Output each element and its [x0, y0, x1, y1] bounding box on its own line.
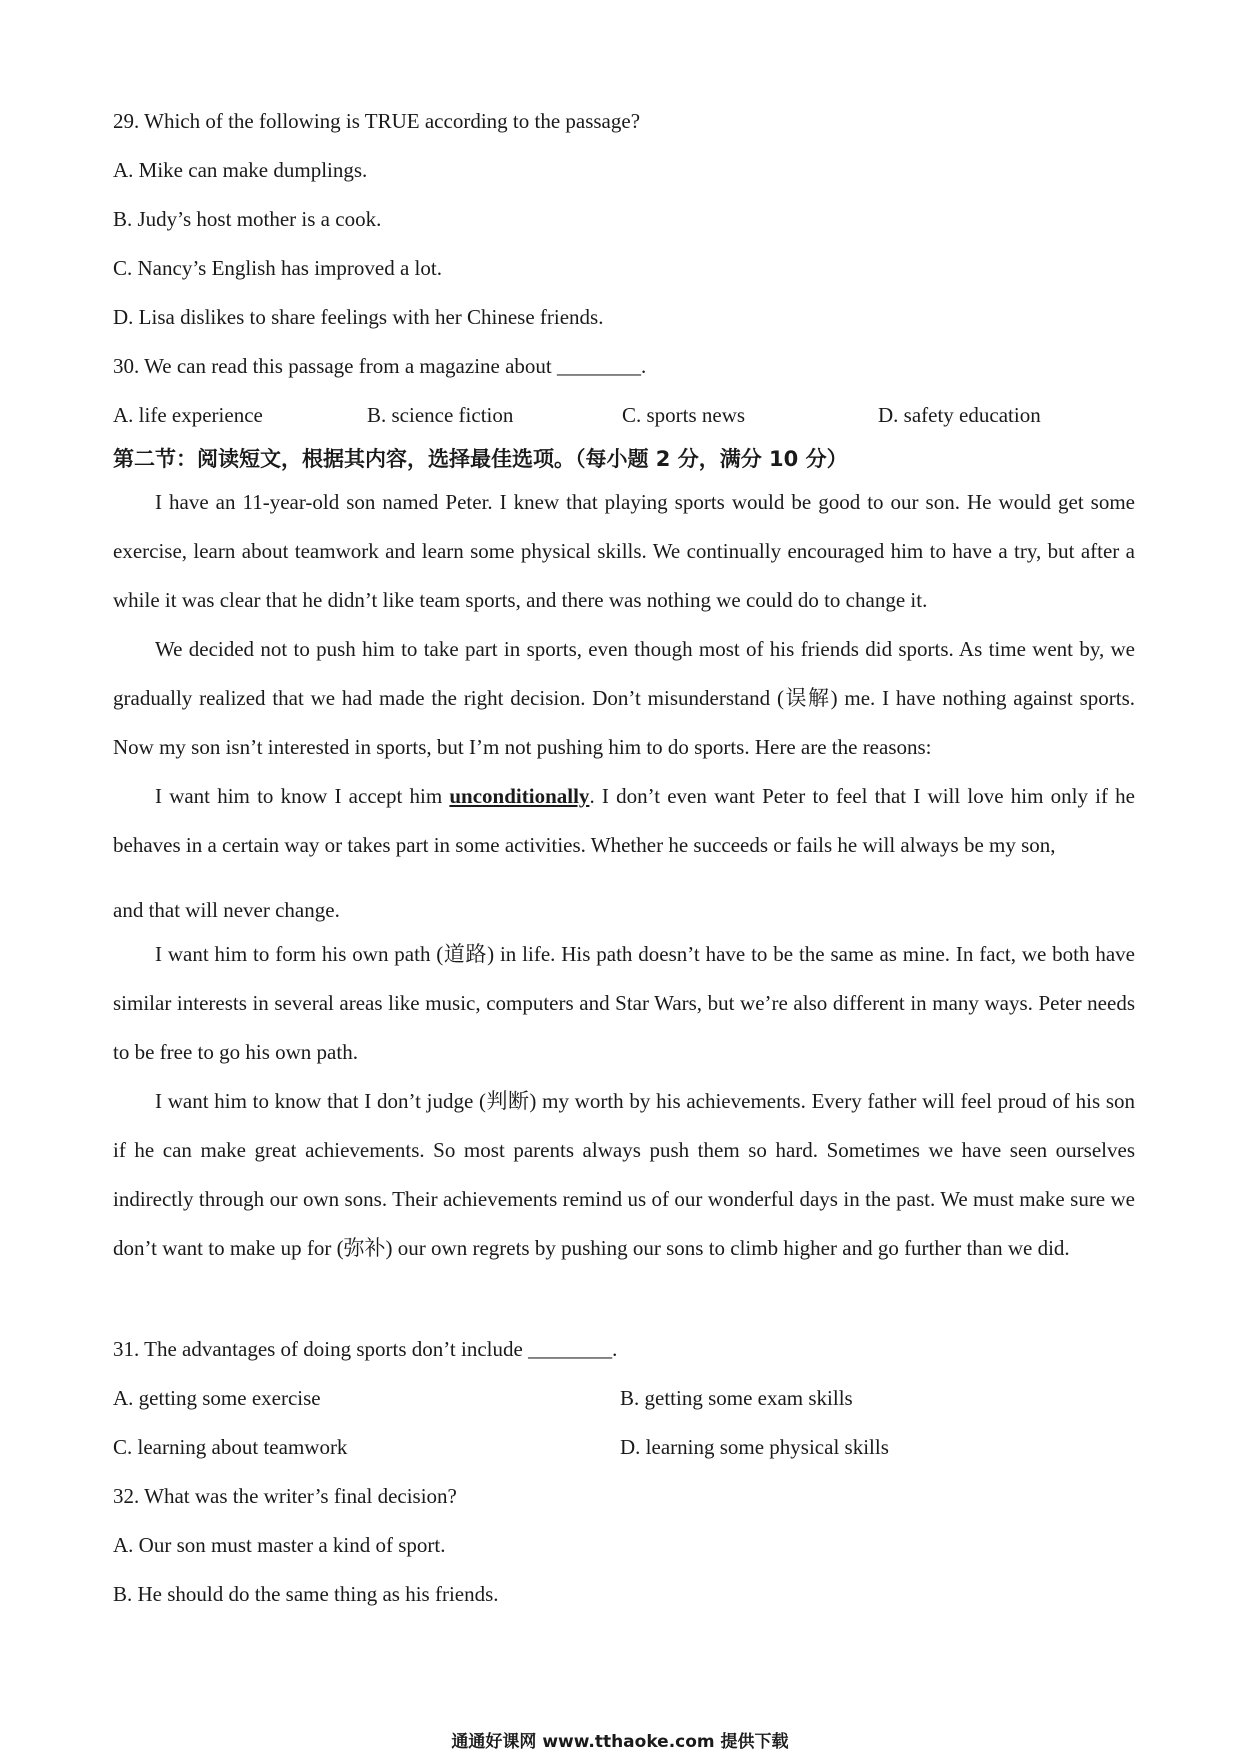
- q31-option-c: C. learning about teamwork: [113, 1435, 348, 1459]
- q31-stem: 31. The advantages of doing sports don’t include ________.: [113, 1337, 618, 1361]
- section-heading: 第二节：阅读短文，根据其内容，选择最佳选项。（每小题 2 分，满分 10 分）: [113, 447, 848, 471]
- q29-option-b: B. Judy’s host mother is a cook.: [113, 207, 382, 231]
- passage-paragraph-4: I want him to form his own path (道路) in life. His path doesn’t have to be the same as mine. In fact, we both have similar interests in several areas like music, computers and Star Wars, but we’re also different in many ways. Peter needs to be free to go his own path.: [113, 942, 1135, 1064]
- q30-option-a: A. life experience: [113, 403, 263, 427]
- passage-paragraph-5: I want him to know that I don’t judge (判断) my worth by his achievements. Every father will feel proud of his son if he can make great achievements. So most parents always push them so hard. Sometimes we have seen ourselves indirectly through our own sons. Their achievements remind us of our wonderful days in the past. We must make sure we don’t want to make up for (弥补) our own regrets by pushing our sons to climb higher and go further than we did.: [113, 1089, 1135, 1260]
- q30-option-c: C. sports news: [622, 403, 746, 427]
- passage-paragraph-3: [113, 772, 1135, 870]
- q29-option-c: C. Nancy’s English has improved a lot.: [113, 256, 442, 280]
- q31-options-row-1: [0, 1385, 1240, 1411]
- q30-option-d: D. safety education: [878, 403, 1041, 427]
- q31-option-d: D. learning some physical skills: [620, 1435, 889, 1459]
- q31-options-row-2: [0, 1434, 1240, 1460]
- keyword-unconditionally: unconditionally: [449, 784, 590, 808]
- q29-stem: 29. Which of the following is TRUE according to the passage?: [113, 109, 641, 133]
- passage-paragraph-2: We decided not to push him to take part in sports, even though most of his friends did sports. As time went by, we gradually realized that we had made the right decision. Don’t misunderstand (误解) me. I have nothing against sports. Now my son isn’t interested in sports, but I’m not pushing him to do sports. Here are the reasons:: [113, 637, 1135, 759]
- q31-option-a: A. getting some exercise: [113, 1386, 321, 1410]
- q29-option-d: D. Lisa dislikes to share feelings with her Chinese friends.: [113, 305, 604, 329]
- q30-option-b: B. science fiction: [367, 403, 514, 427]
- q32-option-a: A. Our son must master a kind of sport.: [113, 1533, 446, 1557]
- paragraph-3-lead: I want him to know I accept him: [155, 784, 450, 808]
- q32-option-b: B. He should do the same thing as his friends.: [113, 1582, 499, 1606]
- paragraph-3-rest: . I don’t even want Peter to feel that I will love him only if he behaves in a certain way or takes part in some activities. Whether he succeeds or fails he will always be my son,: [113, 784, 1135, 857]
- passage-paragraph-3-last-line: and that will never change.: [113, 898, 340, 922]
- q31-option-b: B. getting some exam skills: [620, 1386, 853, 1410]
- footer-source: 通通好课网 www.tthaoke.com 提供下载: [451, 1732, 789, 1752]
- q32-stem: 32. What was the writer’s final decision?: [113, 1484, 457, 1508]
- q30-options: [0, 402, 1240, 428]
- q29-option-a: A. Mike can make dumplings.: [113, 158, 368, 182]
- passage-paragraph-1: I have an 11-year-old son named Peter. I knew that playing sports would be good to our son. He would get some exercise, learn about teamwork and learn some physical skills. We continually encouraged him to have a try, but after a while it was clear that he didn’t like team sports, and there was nothing we could do to change it.: [113, 490, 1135, 612]
- q30-stem: 30. We can read this passage from a magazine about ________.: [113, 354, 647, 378]
